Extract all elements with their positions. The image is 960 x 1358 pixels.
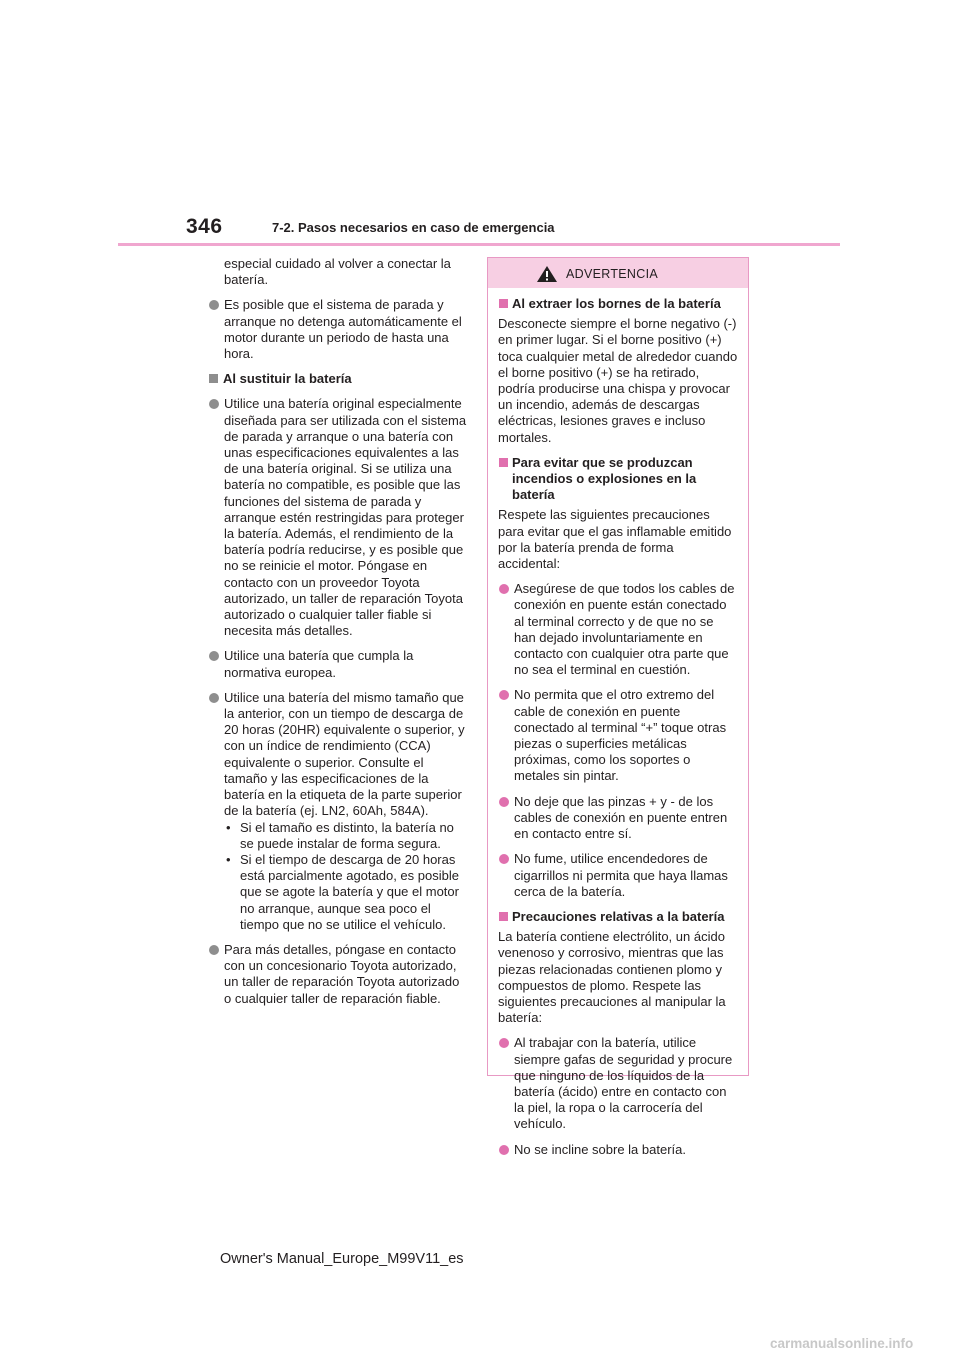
bullet-dot-icon: [209, 651, 219, 661]
list-item: [498, 687, 738, 784]
bullet-dot-icon: [209, 693, 219, 703]
bullet-text: Utilice una batería que cumpla la normativa europea.: [224, 648, 414, 680]
sub-list-item: [208, 852, 470, 933]
list-item: [208, 648, 470, 680]
subheading-text: Precauciones relativas a la batería: [512, 908, 725, 924]
bullet-text: Utilice una batería del mismo tamaño que la anterior, con un tiempo de descarga de 20 horas (20HR) equivalente o superior, y con un índice de rendimiento (CCA) equivalente o superior. Consulte el tamaño y las especificaciones de la batería en la etiqueta de la parte superior de la batería (ej. LN2, 60Ah, 584A).: [224, 689, 465, 819]
list-item: [208, 297, 470, 362]
bullet-dot-icon: [499, 854, 509, 864]
page-footer: Owner's Manual_Europe_M99V11_es: [220, 1251, 464, 1267]
header-divider: [118, 243, 840, 246]
bullet-text: No fume, utilice encendedores de cigarrillos ni permita que haya llamas cerca de la batería.: [514, 851, 728, 899]
bullet-text: Asegúrese de que todos los cables de conexión en puente están conectado al terminal correcto y de que no se han dejado involuntariamente en contacto con cualquier otra parte que no sea el terminal en cuestión.: [514, 581, 735, 678]
list-item: [498, 794, 738, 843]
bullet-text: No permita que el otro extremo del cable de conexión en puente conectado al terminal “+” toque otras piezas o superficies metálicas próximas, como los soportes o metales sin pintar.: [514, 687, 727, 784]
bullet-dot-icon: [209, 300, 219, 310]
list-item: [498, 581, 738, 678]
bullet-text: Es posible que el sistema de parada y arranque no detenga automáticamente el motor durante un periodo de hasta una hora.: [224, 297, 462, 362]
warning-triangle-icon: [536, 265, 558, 287]
bullet-text: Para más detalles, póngase en contacto con un concesionario Toyota autorizado, un taller de reparación Toyota autorizado o cualquier taller de reparación fiable.: [224, 941, 460, 1006]
warning-subheading: [498, 296, 738, 312]
page-number: 346: [186, 215, 223, 238]
bullet-dot-icon: [209, 945, 219, 955]
continued-text: especial cuidado al volver a conectar la batería.: [224, 256, 451, 288]
warning-subheading: [498, 909, 738, 925]
watermark: carmanualsonline.info: [770, 1336, 914, 1351]
square-bullet-icon: [499, 912, 508, 921]
bullet-dot-icon: [499, 1145, 509, 1155]
warning-paragraph: La batería contiene electrólito, un ácido venenoso y corrosivo, mientras que las piezas relacionadas contienen plomo y compuestos de plomo. Respete las siguientes precauciones al manipular la batería:: [498, 929, 726, 1026]
bullet-dot-icon: [499, 797, 509, 807]
list-item: [498, 1035, 738, 1132]
subheading-replace-battery: [208, 371, 470, 387]
square-bullet-icon: [209, 374, 218, 383]
left-column: [208, 256, 470, 1016]
bullet-text: No deje que las pinzas + y - de los cables de conexión en puente entren en contacto entre sí.: [514, 793, 728, 842]
list-item: [498, 851, 738, 900]
warning-paragraph: Respete las siguientes precauciones para evitar que el gas inflamable emitido por la batería prenda de forma accidental:: [498, 507, 732, 572]
list-item: [208, 942, 470, 1007]
subheading-text: Al sustituir la batería: [223, 371, 352, 387]
subheading-text: Para evitar que se produzcan incendios o explosiones en la batería: [512, 454, 697, 503]
warning-box: [487, 257, 749, 1157]
warning-header: [488, 258, 748, 288]
bullet-dot-icon: [499, 1038, 509, 1048]
sub-bullet-marker: •: [226, 851, 231, 867]
list-item: [208, 690, 470, 820]
warning-title: ADVERTENCIA: [566, 267, 658, 281]
bullet-dot-icon: [499, 584, 509, 594]
sub-item-text: Si el tamaño es distinto, la batería no se puede instalar de forma segura.: [240, 819, 454, 851]
sub-list-item: [208, 820, 470, 852]
warning-subheading: [498, 455, 738, 504]
list-item: [498, 1142, 738, 1158]
section-title: 7-2. Pasos necesarios en caso de emergencia: [272, 220, 555, 235]
square-bullet-icon: [499, 299, 508, 308]
bullet-dot-icon: [209, 399, 219, 409]
warning-body: [488, 288, 748, 1158]
bullet-text: Utilice una batería original especialmente diseñada para ser utilizada con el sistema de parada y arranque o una batería con unas especificaciones equivalentes a las de una batería original. Si se utiliza una batería no compatible, es posible que las funciones del sistema de parada y arranque estén restringidas para proteger la batería. Además, el rendimiento de la batería podría reducirse, y es posible que no se reinicie el motor. Póngase en contacto con un proveedor Toyota autorizado, un taller de reparación Toyota autorizado o cualquier taller fiable si necesita más detalles.: [224, 396, 467, 639]
bullet-text: Al trabajar con la batería, utilice siempre gafas de seguridad y procure que ninguno de los líquidos de la batería (ácido) entre en contacto con la piel, la ropa o la carrocería del vehículo.: [514, 1035, 733, 1132]
sub-bullet-marker: •: [226, 819, 231, 835]
bullet-text: No se incline sobre la batería.: [514, 1141, 686, 1157]
list-item: [208, 396, 470, 639]
bullet-dot-icon: [499, 690, 509, 700]
subheading-text: Al extraer los bornes de la batería: [512, 296, 721, 311]
warning-paragraph: Desconecte siempre el borne negativo (-) en primer lugar. Si el borne positivo (+) toca cualquier metal de alrededor cuando el borne positivo (+) se ha retirado, podría producirse una chispa y provocar un incendio, además de descargas eléctricas, lesiones graves e incluso mortales.: [498, 316, 738, 445]
page-header: [0, 0, 960, 250]
square-bullet-icon: [499, 458, 508, 467]
sub-item-text: Si el tiempo de descarga de 20 horas está parcialmente agotado, es posible que se agote la batería y que el motor no arranque, aunque sea poco el tiempo que no se utilice el vehículo.: [240, 851, 459, 932]
